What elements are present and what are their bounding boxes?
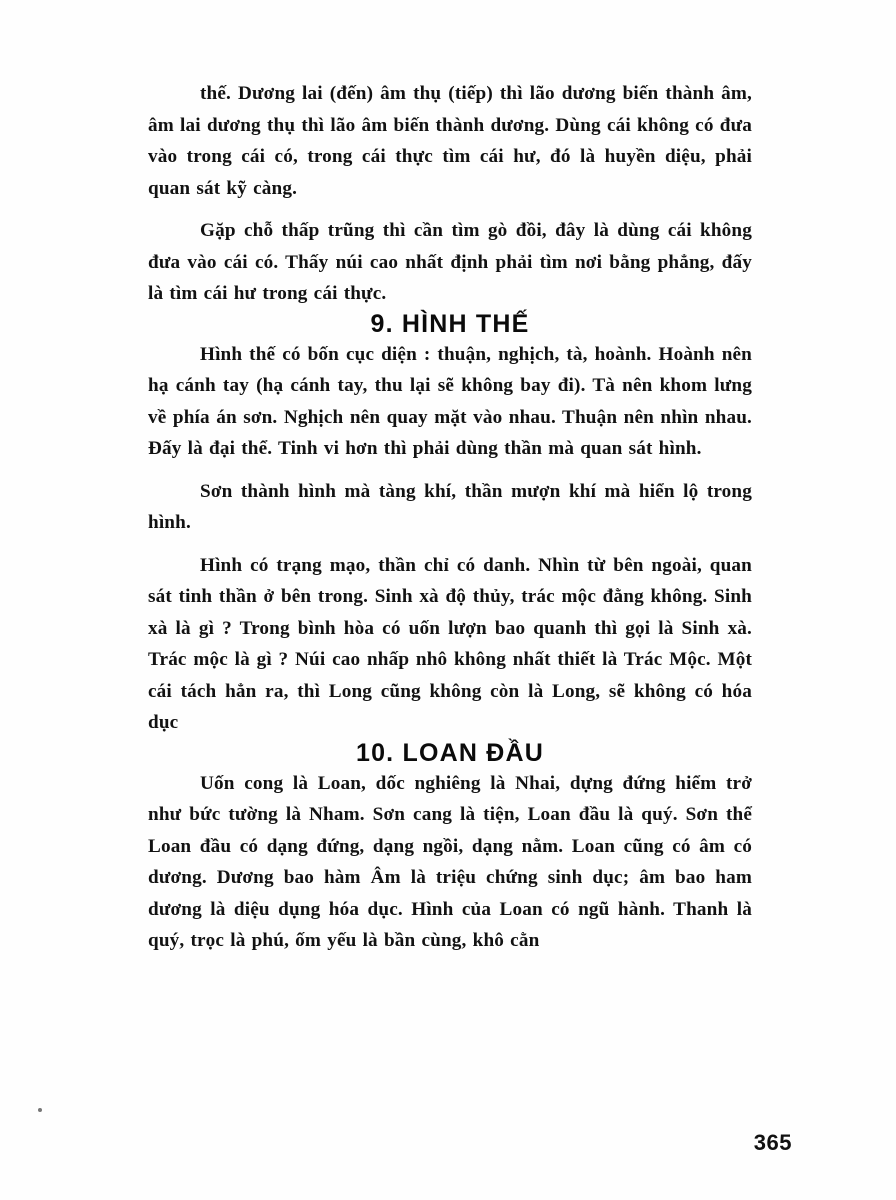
paragraph-hinh-the-co-bon-cuc-dien: Hình thế có bốn cục diện : thuận, nghịch, tà, hoành. Hoành nên hạ cánh tay (hạ cánh tay, thu lại sẽ không bay đi). Tà nên khom lưng về phía án sơn. Nghịch nên quay mặt vào nhau. Thuận nên nhìn nhau. Đấy là đại thể. Tinh vi hơn thì phải dùng thần mà quan sát hình.: [148, 343, 752, 459]
scan-speck: [38, 1108, 42, 1112]
paragraph-duong-lai: thế. Dương lai (đến) âm thụ (tiếp) thì lão dương biến thành âm, âm lai dương thụ thì lão âm biến thành dương. Dùng cái không có đưa vào trong cái có, trong cái thực tìm cái hư, đó là huyền diệu, phải quan sát kỹ càng.: [148, 83, 752, 199]
page-number: 365: [753, 1130, 792, 1155]
page-body-column: [148, 78, 752, 957]
paragraph-uon-cong-la-loan: Uốn cong là Loan, dốc nghiêng là Nhai, dựng đứng hiểm trở như bức tường là Nham. Sơn cang là tiện, Loan đầu là quý. Sơn thể Loan đầu có dạng đứng, dạng ngồi, dạng nằm. Loan cũng có âm có dương. Dương bao hàm Âm là triệu chứng sinh dục; âm bao ham dương là diệu dụng hóa dục. Hình của Loan có ngũ hành. Thanh là quý, trọc là phú, ốm yếu là bần cùng, khô cằn: [148, 772, 752, 951]
paragraph-son-thanh-hinh: Sơn thành hình mà tàng khí, thần mượn khí mà hiển lộ trong hình.: [148, 480, 752, 533]
heading-hinh-the: 9. HÌNH THẾ: [370, 309, 530, 338]
paragraph-gap-cho-thap-trung: Gặp chỗ thấp trũng thì cần tìm gò đồi, đây là dùng cái không đưa vào cái có. Thấy núi cao nhất định phải tìm nơi bằng phẳng, đấy là tìm cái hư trong cái thực.: [148, 220, 752, 304]
heading-loan-dau: 10. LOAN ĐẦU: [355, 738, 545, 767]
paragraph-hinh-co-trang-mao: Hình có trạng mạo, thần chỉ có danh. Nhìn từ bên ngoài, quan sát tinh thần ở bên trong. Sinh xà độ thủy, trác mộc đằng không. Sinh xà là gì ? Trong bình hòa có uốn lượn bao quanh thì gọi là Sinh xà. Trác mộc là gì ? Núi cao nhấp nhô không nhất thiết là Trác Mộc. Một cái tách hẳn ra, thì Long cũng không còn là Long, sẽ không có hóa dục: [148, 554, 752, 733]
